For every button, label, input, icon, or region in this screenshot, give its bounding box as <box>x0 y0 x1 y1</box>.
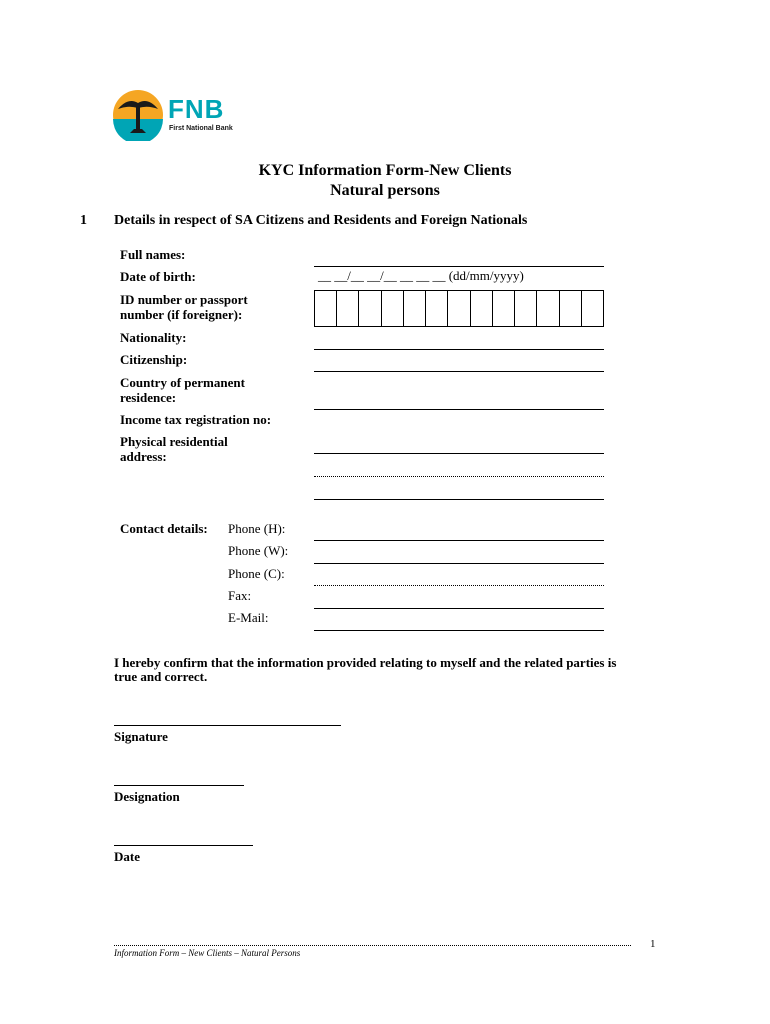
confirmation-text-line1: I hereby confirm that the information provided relating to myself and the related parties is <box>114 655 617 670</box>
date-input-line[interactable] <box>114 845 253 846</box>
form-title: KYC Information Form-New Clients <box>258 162 512 179</box>
country-residence-label-line1: Country of permanent <box>120 375 245 390</box>
id-number-boxes[interactable] <box>314 290 604 327</box>
section-heading: Details in respect of SA Citizens and Residents and Foreign Nationals <box>114 213 528 228</box>
citizenship-input-line[interactable] <box>314 371 604 372</box>
logo-brand-text: FNB <box>168 94 225 124</box>
id-digit-box[interactable] <box>493 291 515 326</box>
phone-work-label: Phone (W): <box>228 543 289 558</box>
signature-label: Signature <box>114 729 168 744</box>
footer-divider <box>114 945 631 946</box>
id-digit-box[interactable] <box>448 291 470 326</box>
id-number-label-line1: ID number or passport <box>120 292 248 307</box>
physical-address-label-line1: Physical residential <box>120 434 228 449</box>
full-names-label: Full names: <box>120 247 186 262</box>
id-number-label-line2: number (if foreigner): <box>120 307 243 322</box>
country-residence-label-line2: residence: <box>120 390 177 405</box>
logo-subtitle-text: First National Bank <box>169 125 233 132</box>
full-names-input-line[interactable] <box>314 266 604 267</box>
id-digit-box[interactable] <box>582 291 603 326</box>
id-digit-box[interactable] <box>426 291 448 326</box>
footer-text: Information Form – New Clients – Natural Persons <box>114 948 301 958</box>
phone-home-label: Phone (H): <box>228 521 286 536</box>
date-label: Date <box>114 849 140 864</box>
phone-cell-label: Phone (C): <box>228 566 285 581</box>
designation-input-line[interactable] <box>114 785 244 786</box>
id-digit-box[interactable] <box>382 291 404 326</box>
phone-cell-input-line[interactable] <box>314 585 604 586</box>
date-of-birth-label: Date of birth: <box>120 269 196 284</box>
phone-home-input-line[interactable] <box>314 540 604 541</box>
id-digit-box[interactable] <box>337 291 359 326</box>
income-tax-label: Income tax registration no: <box>120 412 272 427</box>
confirmation-text-line2: true and correct. <box>114 669 208 684</box>
fnb-tree-emblem-icon <box>112 89 164 141</box>
email-input-line[interactable] <box>314 630 604 631</box>
physical-address-label-line2: address: <box>120 449 167 464</box>
section-number: 1 <box>80 213 87 228</box>
country-residence-input-line[interactable] <box>314 409 604 410</box>
email-label: E-Mail: <box>228 610 269 625</box>
id-digit-box[interactable] <box>471 291 493 326</box>
id-digit-box[interactable] <box>359 291 381 326</box>
physical-address-input-line-3[interactable] <box>314 499 604 500</box>
id-digit-box[interactable] <box>515 291 537 326</box>
phone-work-input-line[interactable] <box>314 563 604 564</box>
nationality-label: Nationality: <box>120 330 187 345</box>
nationality-input-line[interactable] <box>314 349 604 350</box>
signature-input-line[interactable] <box>114 725 341 726</box>
id-digit-box[interactable] <box>537 291 559 326</box>
date-of-birth-input[interactable]: __ __/__ __/__ __ __ __ (dd/mm/yyyy) <box>318 268 524 283</box>
fax-label: Fax: <box>228 588 252 603</box>
id-digit-box[interactable] <box>560 291 582 326</box>
citizenship-label: Citizenship: <box>120 352 188 367</box>
form-subtitle: Natural persons <box>330 182 440 199</box>
contact-details-label: Contact details: <box>120 521 208 536</box>
designation-label: Designation <box>114 789 180 804</box>
id-digit-box[interactable] <box>315 291 337 326</box>
page-number: 1 <box>650 938 656 950</box>
fax-input-line[interactable] <box>314 608 604 609</box>
physical-address-input-line-1[interactable] <box>314 453 604 454</box>
id-digit-box[interactable] <box>404 291 426 326</box>
physical-address-input-line-2[interactable] <box>314 476 604 477</box>
fnb-logo <box>112 89 252 141</box>
